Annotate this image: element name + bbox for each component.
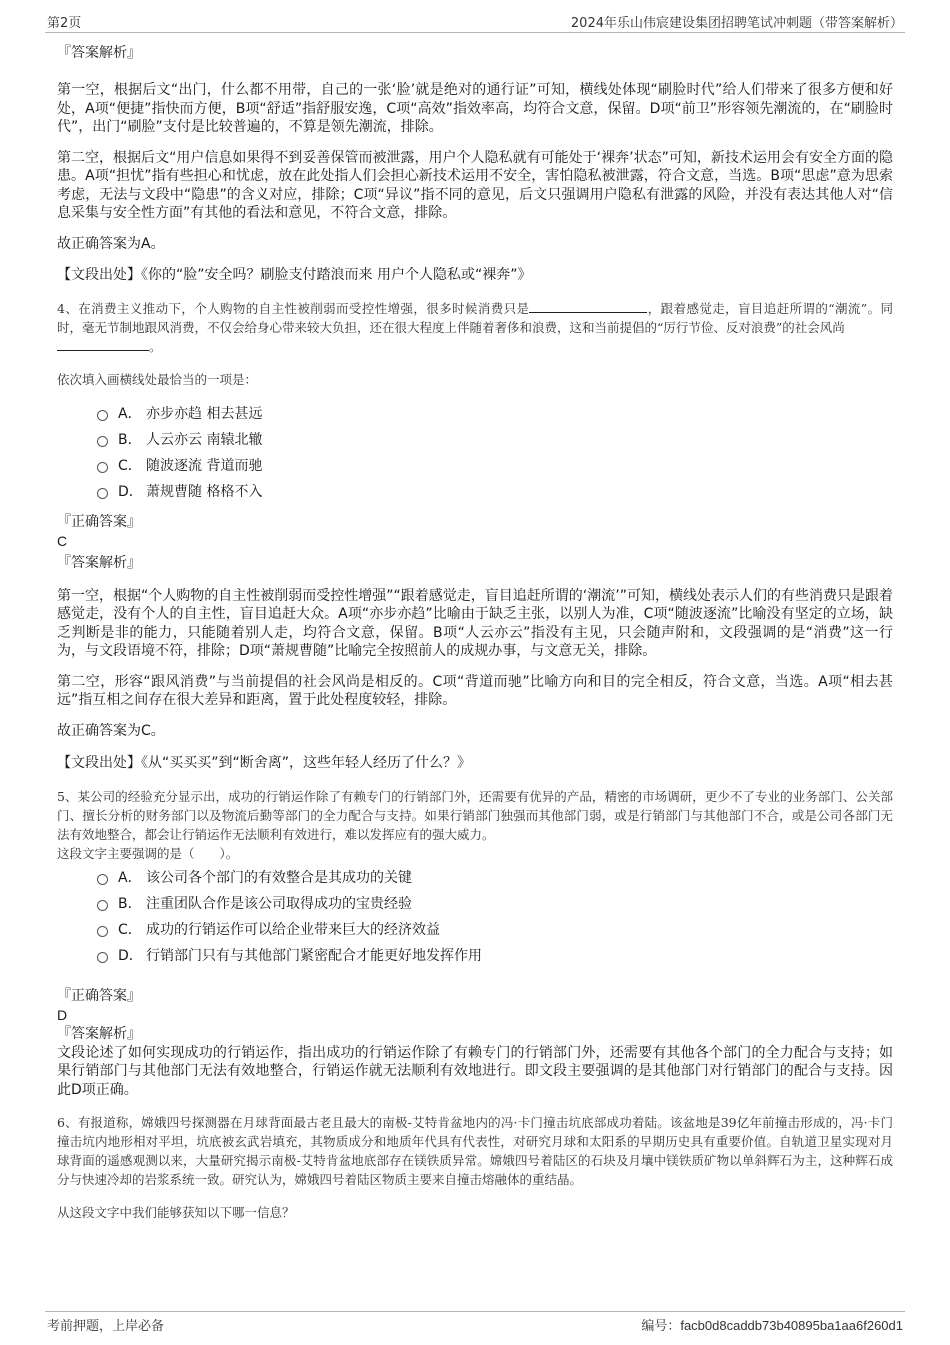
radio-icon[interactable] <box>97 436 108 447</box>
document-title: 2024年乐山伟宸建设集团招聘笔试冲刺题（带答案解析） <box>570 16 903 31</box>
option-a[interactable]: A． 该公司各个部门的有效整合是其成功的关键 <box>97 865 893 891</box>
page-number: 第2页 <box>47 16 82 31</box>
analysis-paragraph: 文段论述了如何实现成功的行销运作，指出成功的行销运作除了有赖专门的行销部门外，还需要有其他各个部门的全力配合与支持；如果行销部门与其他部门无法有效地整合，行销运作就无法顺利有效地进行。即文段主要强调的是其他部门对行销部门的配合与支持。因此D项正确。 <box>57 1044 893 1098</box>
source-citation: 【文段出处】《你的“脸”安全吗？刷脸支付踏浪而来 用户个人隐私或“裸奔”》 <box>57 267 532 283</box>
q3-analysis-section <box>57 44 893 285</box>
radio-icon[interactable] <box>97 900 108 911</box>
option-d[interactable]: D． 萧规曹随 格格不入 <box>97 479 893 505</box>
page-content <box>57 44 893 1222</box>
option-b[interactable]: B． 人云亦云 南辕北辙 <box>97 427 893 453</box>
analysis-paragraph: 第二空，形容“跟风消费”与当前提倡的社会风尚是相反的。C项“背道而驰”比喻方向和目的完全相反，符合文意，当选。A项“相去甚远”指互相之间存在很大差异和距离，置于此处程度较轻，排除。 <box>57 673 893 708</box>
analysis-heading: 『答案解析』 <box>57 45 141 61</box>
option-d[interactable]: D． 行销部门只有与其他部门紧密配合才能更好地发挥作用 <box>97 943 893 969</box>
question-stem: 5、某公司的经验充分显示出，成功的行销运作除了有赖专门的行销部门外，还需要有优异的产品，精密的市场调研，更少不了专业的业务部门、公关部门、擅长分析的财务部门以及物流后勤等部门的全力配合与支持。如果行销部门独强而其他部门弱，或是行销部门与其他部门不合，或是公司各部门无法有效地整合，都会让行销运作无法顺利有效进行，难以发挥应有的强大威力。 <box>57 788 893 842</box>
question-prompt: 从这段文字中我们能够获知以下哪一信息？ <box>57 1205 295 1220</box>
option-list <box>97 865 893 969</box>
answer-blank <box>529 300 647 313</box>
correct-answer: C <box>57 532 68 549</box>
analysis-heading: 『答案解析』 <box>57 1025 141 1042</box>
radio-icon[interactable] <box>97 926 108 937</box>
answer-blank <box>57 338 149 351</box>
page-footer <box>45 1311 905 1334</box>
footer-slogan: 考前押题，上岸必备 <box>47 1319 165 1334</box>
answer-heading: 『正确答案』 <box>57 987 141 1004</box>
option-c[interactable]: C． 随波逐流 背道而驰 <box>97 453 893 479</box>
code-value: facb0d8caddb73b40895ba1aa6f260d1 <box>680 1318 903 1333</box>
correct-answer: D <box>57 1006 68 1023</box>
conclusion: 故正确答案为C。 <box>57 722 165 739</box>
question-prompt: 这段文字主要强调的是（ ）。 <box>57 845 239 861</box>
conclusion: 故正确答案为A。 <box>57 235 165 252</box>
radio-icon[interactable] <box>97 952 108 963</box>
radio-icon[interactable] <box>97 874 108 885</box>
question-prompt: 依次填入画横线处最恰当的一项是： <box>57 371 258 387</box>
code-label: 编号： <box>641 1318 681 1333</box>
answer-heading: 『正确答案』 <box>57 513 141 530</box>
page-header <box>45 10 905 33</box>
question-stem: 6、有报道称，嫦娥四号探测器在月球背面最古老且最大的南极-艾特肯盆地内的冯·卡门撞击坑底部成功着陆。该盆地是39亿年前撞击形成的，冯·卡门撞击坑内地形相对平坦，坑底被玄武岩填充，其物质成分和地质年代具有代表性，对研究月球和太阳系的早期历史具有重要价值。自轨道卫星实现对月球背面的遥感观测以来，大量研究揭示南极-艾特肯盆地底部存在镁铁质异常。嫦娥四号着陆区的石块及月壤中镁铁质矿物以单斜辉石为主，这种辉石成分与快速冷却的岩浆系统一致。研究认为，嫦娥四号着陆区物质主要来自撞击熔融体的重结晶。 <box>57 1115 893 1187</box>
analysis-paragraph: 第一空，根据“个人购物的自主性被削弱而受控性增强”“跟着感觉走，盲目追赶所谓的‘潮流’”可知，横线处表示人们的有些消费只是跟着感觉走，没有个人的自主性，盲目追赶大众。A项“亦步亦趋”比喻由于缺乏主张，以别人为准，C项“随波逐流”比喻没有坚定的立场，缺乏判断是非的能力，只能随着别人走，均符合文意，保留。B项“人云亦云”指没有主见，只会随声附和，文段强调的是“消费”这一行为，与文段语境不符，排除；D项“萧规曹随”比喻完全按照前人的成规办事，与文意无关，排除。 <box>57 587 893 659</box>
radio-icon[interactable] <box>97 462 108 473</box>
question-6 <box>57 1113 893 1222</box>
question-5 <box>57 787 893 1100</box>
option-c[interactable]: C． 成功的行销运作可以给企业带来巨大的经济效益 <box>97 917 893 943</box>
source-citation: 【文段出处】《从“买买买”到“断舍离”，这些年轻人经历了什么？》 <box>57 755 472 771</box>
analysis-paragraph: 第一空，根据后文“出门，什么都不用带，自己的一张‘脸’就是绝对的通行证”可知，横线处体现“刷脸时代”给人们带来了很多方便和好处，A项“便捷”指快而方便，B项“舒适”指舒服安逸，C项“高效”指效率高，均符合文意，保留。D项“前卫”形容领先潮流的，在“刷脸时代”，出门“刷脸”支付是比较普遍的，不算是领先潮流，排除。 <box>57 82 893 135</box>
radio-icon[interactable] <box>97 410 108 421</box>
question-stem: 4、在消费主义推动下，个人购物的自主性被削弱而受控性增强，很多时候消费只是 ，跟着感觉走，盲目追赶所谓的“潮流”。同时，毫无节制地跟风消费，不仅会给身心带来较大负担，还在很大程度上伴随着奢侈和浪费，这和当前提倡的“厉行节俭、反对浪费”的社会风尚 。 <box>57 300 893 354</box>
option-b[interactable]: B． 注重团队合作是该公司取得成功的宝贵经验 <box>97 891 893 917</box>
analysis-heading: 『答案解析』 <box>57 554 141 571</box>
option-a[interactable]: A． 亦步亦趋 相去甚远 <box>97 401 893 427</box>
option-list <box>97 401 893 505</box>
radio-icon[interactable] <box>97 488 108 499</box>
document-code <box>641 1315 903 1334</box>
analysis-paragraph: 第二空，根据后文“用户信息如果得不到妥善保管而被泄露，用户个人隐私就有可能处于‘裸奔’状态”可知，新技术运用会有安全方面的隐患。A项“担忧”指有些担心和忧虑，放在此处指人们会担心新技术运用不安全，害怕隐私被泄露，符合文意，当选。B项“思虑”意为思索考虑，无法与文段中“隐患”的含义对应，排除；C项“异议”指不同的意见，后文只强调用户隐私有泄露的风险，并没有表达其他人对“信息采集与安全性方面”有其他的看法和意见，不符合文意，排除。 <box>57 149 893 221</box>
question-4 <box>57 299 893 773</box>
